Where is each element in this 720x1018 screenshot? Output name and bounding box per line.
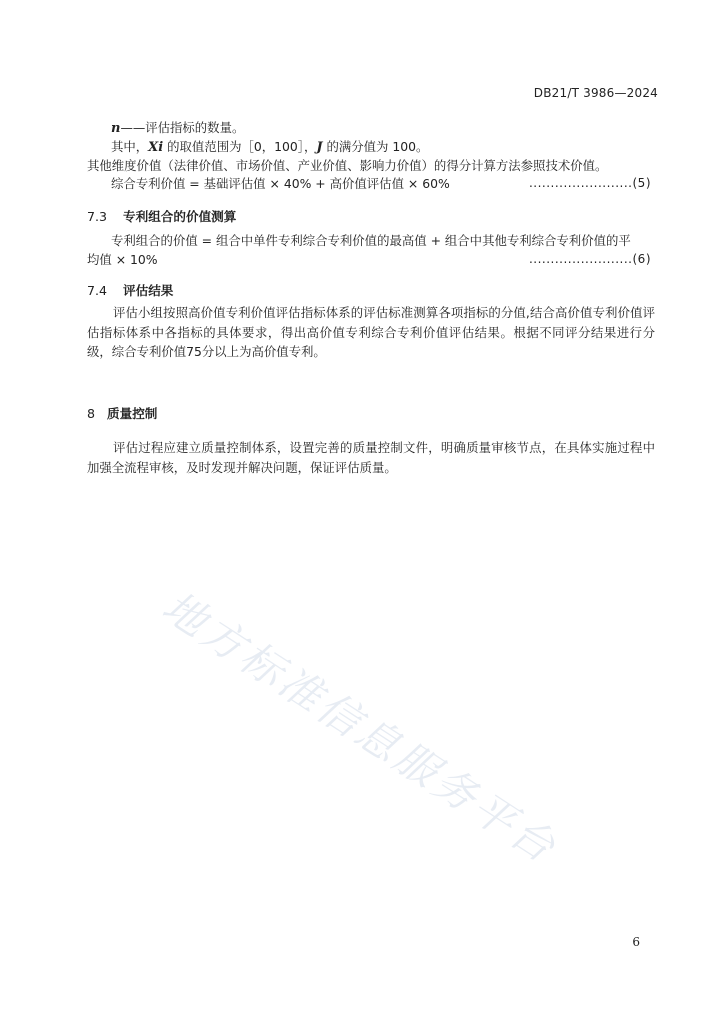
page-number: 6 xyxy=(632,935,640,949)
range-definition xyxy=(111,138,428,157)
equation-6-line2: 均值 × 10% xyxy=(87,252,158,267)
section-8-body xyxy=(87,438,655,477)
section-8-number: 8 xyxy=(87,406,96,421)
n-definition xyxy=(111,119,244,138)
section-7-4-body xyxy=(87,303,655,362)
section-7-3-title: 专利组合的价值测算 xyxy=(123,209,237,224)
section-8-title: 质量控制 xyxy=(107,406,158,421)
section-7-4-title: 评估结果 xyxy=(123,283,174,298)
standard-code: DB21/T 3986—2024 xyxy=(533,86,658,100)
watermark-text: 地方标准信息服务平台 xyxy=(153,581,567,874)
range-prefix: 其中， xyxy=(111,139,149,154)
section-7-4-heading xyxy=(87,280,173,299)
section-7-3-number: 7.3 xyxy=(87,209,108,224)
n-description: ——评估指标的数量。 xyxy=(120,120,245,135)
equation-5-number: ........................(5) xyxy=(528,176,651,190)
j-variable: J xyxy=(316,140,323,155)
n-variable: n xyxy=(111,121,121,136)
section-7-3-heading xyxy=(87,206,236,225)
equation-6-number: ........................(6) xyxy=(528,252,651,266)
range-suffix: 的满分值为 100。 xyxy=(322,139,429,154)
equation-6-line1: 专利组合的价值 = 组合中单件专利综合专利价值的最高值 + 组合中其他专利综合专利价值的平 xyxy=(111,233,631,248)
x-variable: Xi xyxy=(148,140,164,155)
section-8-paragraph: 评估过程应建立质量控制体系，设置完善的质量控制文件，明确质量审核节点，在具体实施过程中加强全流程审核，及时发现并解决问题，保证评估质量。 xyxy=(87,440,655,475)
section-8-heading xyxy=(87,403,157,422)
other-dimensions-note: 其他维度价值（法律价值、市场价值、产业价值、影响力价值）的得分计算方法参照技术价值。 xyxy=(87,158,608,173)
range-middle: 的取值范围为［0，100］， xyxy=(163,139,317,154)
section-7-4-paragraph: 评估小组按照高价值专利价值评估指标体系的评估标准测算各项指标的分值,结合高价值专利价值评估指标体系中各指标的具体要求，得出高价值专利综合专利价值评估结果。根据不同评分结果进行分级，综合专利价值75分以上为高价值专利。 xyxy=(87,305,655,359)
section-7-4-number: 7.4 xyxy=(87,283,108,298)
equation-5: 综合专利价值 = 基础评估值 × 40% + 高价值评估值 × 60% xyxy=(111,176,450,191)
